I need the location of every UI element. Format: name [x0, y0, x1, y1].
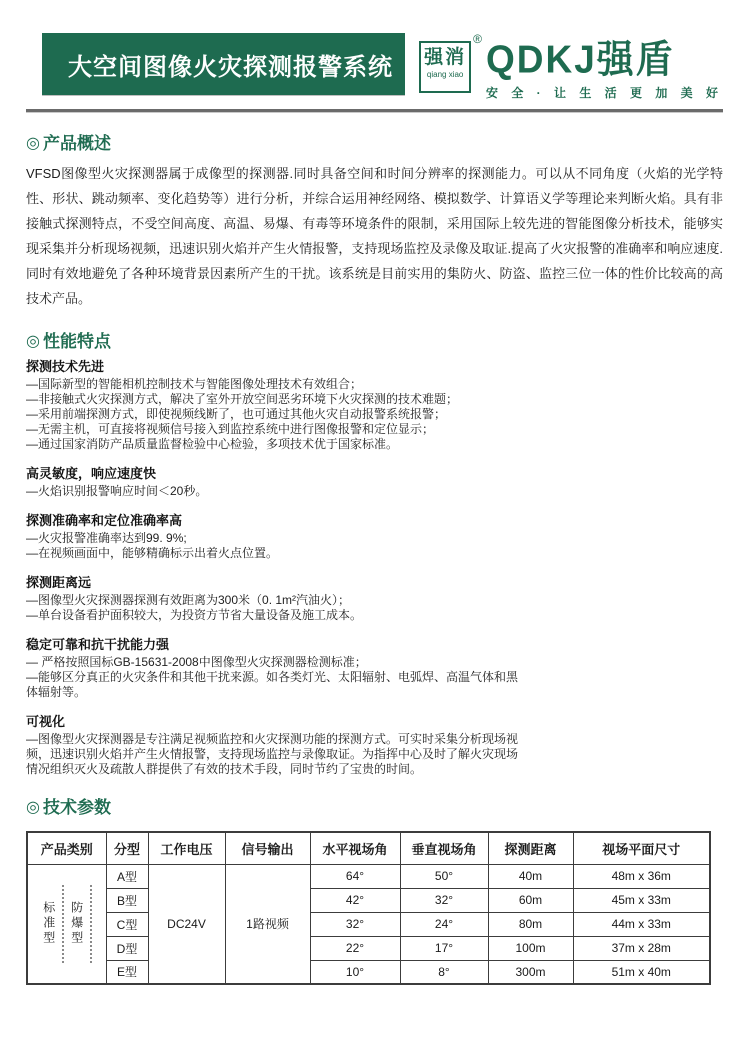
plane-size-cell: 48m x 36m [573, 864, 710, 888]
signal-cell: 1路视频 [225, 864, 310, 984]
plane-size-cell: 51m x 40m [573, 960, 710, 984]
col-header-category: 产品类别 [27, 832, 106, 864]
feature-item: —采用前端探测方式，即使视频线断了，也可通过其他火灾自动报警系统报警； [26, 407, 447, 421]
overview-heading-text: 产品概述 [42, 134, 111, 153]
table-row [27, 888, 710, 912]
col-header-model: 分型 [106, 832, 148, 864]
qdkj-logotype: QDKJ强盾 [485, 37, 675, 81]
overview-paragraph: VFSD图像型火灾探测器属于成像型的探测器.同时具备空间和时间分辨率的探测能力。可以从不同角度（火焰的光学特性、形状、跳动频率、变化趋势等）进行分析，并综合运用神经网络、模拟数学、计算语义学等理论来判断火焰。具有非接触式探测特点，不受空间高度、高温、易爆、有毒等环境条件的限制，采用国际上较先进的智能图像分析技术，能够实现采集并分析现场视频，迅速识别火焰并产生火情报警，支持现场监控及录像及取证.提高了火灾报警的准确率和响应速度.同时有效地避免了各种环境背景因素所产生的干扰。该系统是目前实用的集防火、防盗、监控三位一体的性价比较高的高技术产品。 [26, 166, 723, 306]
feature-item: —火焰识别报警响应时间＜20秒。 [26, 484, 208, 498]
feature-group-stability [26, 637, 526, 700]
v-angle-cell: 17° [400, 936, 488, 960]
h-angle-cell: 32° [310, 912, 400, 936]
feature-group-accuracy [26, 513, 526, 561]
features-section-heading [26, 331, 723, 353]
feature-item: —国际新型的智能相机控制技术与智能图像处理技术有效组合； [26, 377, 363, 391]
table-row [27, 960, 710, 984]
model-cell: A型 [106, 864, 148, 888]
feature-group-title: 探测距离远 [26, 575, 92, 590]
h-angle-cell: 42° [310, 888, 400, 912]
feature-item: —火灾报警准确率达到99. 9%; [26, 531, 187, 545]
distance-cell: 80m [488, 912, 573, 936]
model-cell: C型 [106, 912, 148, 936]
v-angle-cell: 32° [400, 888, 488, 912]
feature-item: —能够区分真正的火灾条件和其他干扰来源。如各类灯光、太阳辐射、电弧焊、高温气体和黑体辐射等。 [26, 670, 519, 699]
category-cell [27, 864, 106, 984]
features-heading-text: 性能特点 [42, 332, 111, 351]
table-row [27, 912, 710, 936]
specs-table-header-row [27, 832, 710, 864]
v-angle-cell: 8° [400, 960, 488, 984]
specs-section-heading [26, 797, 723, 819]
plane-size-cell: 37m x 28m [573, 936, 710, 960]
feature-item: —在视频画面中，能够精确标示出着火点位置。 [26, 546, 279, 560]
feature-group-title: 探测准确率和定位准确率高 [26, 513, 183, 528]
h-angle-cell: 64° [310, 864, 400, 888]
section-bullet-icon: ◎ [26, 333, 40, 350]
category-explosionproof-label: 防爆型 [69, 901, 84, 947]
qiangxiao-seal-logo [419, 41, 471, 93]
feature-item: —无需主机，可直接将视频信号接入到监控系统中进行图像报警和定位显示； [26, 422, 435, 436]
feature-item: —图像型火灾探测器是专注满足视频监控和火灾探测功能的探测方式。可实时采集分析现场视频，迅速识别火焰并产生火情报警，支持现场监控与录像取证。为指挥中心及时了解火灾现场情况组织灭火及疏散人群提供了有效的技术手段，同时节约了宝贵的时间。 [26, 732, 519, 776]
col-header-v-angle: 垂直视场角 [400, 832, 488, 864]
feature-item: —图像型火灾探测器探测有效距离为300米（0. 1m²汽油火）； [26, 593, 351, 607]
plane-size-cell: 45m x 33m [573, 888, 710, 912]
col-header-distance: 探测距离 [488, 832, 573, 864]
col-header-signal: 信号输出 [225, 832, 310, 864]
feature-group-title: 高灵敏度，响应速度快 [26, 466, 157, 481]
feature-item: — 严格按照国标GB-15631-2008中图像型火灾探测器检测标准； [26, 655, 367, 669]
feature-group-title: 探测技术先进 [26, 359, 105, 374]
page-header [42, 33, 723, 101]
feature-group-detection-tech [26, 359, 526, 452]
col-header-voltage: 工作电压 [148, 832, 225, 864]
dotted-divider [90, 885, 92, 963]
model-cell: B型 [106, 888, 148, 912]
section-bullet-icon: ◎ [26, 799, 40, 816]
page-title: 大空间图像火灾探测报警系统 [68, 53, 393, 81]
col-header-h-angle: 水平视场角 [310, 832, 400, 864]
registered-trademark-icon: ® [473, 32, 482, 46]
feature-group-range [26, 575, 526, 623]
product-datasheet-page [0, 33, 750, 985]
h-angle-cell: 10° [310, 960, 400, 984]
col-header-plane-size: 视场平面尺寸 [573, 832, 710, 864]
v-angle-cell: 50° [400, 864, 488, 888]
feature-group-sensitivity [26, 466, 526, 499]
feature-group-title: 稳定可靠和抗干扰能力强 [26, 637, 170, 652]
v-angle-cell: 24° [400, 912, 488, 936]
table-row [27, 936, 710, 960]
distance-cell: 300m [488, 960, 573, 984]
brand-tagline: 安 全 · 让 生 活 更 加 美 好 [485, 86, 723, 100]
voltage-cell: DC24V [148, 864, 225, 984]
category-standard-label: 标准型 [41, 901, 56, 947]
table-row [27, 864, 710, 888]
seal-text: 强消 [424, 47, 467, 68]
plane-size-cell: 44m x 33m [573, 912, 710, 936]
overview-section-heading [26, 133, 723, 155]
model-cell: E型 [106, 960, 148, 984]
distance-cell: 40m [488, 864, 573, 888]
seal-pinyin: qiang xiao [426, 70, 464, 79]
distance-cell: 100m [488, 936, 573, 960]
distance-cell: 60m [488, 888, 573, 912]
page-content [0, 133, 750, 985]
feature-item: —单台设备看护面积较大，为投资方节省大量设备及施工成本。 [26, 608, 363, 622]
dotted-divider [62, 885, 64, 963]
model-cell: D型 [106, 936, 148, 960]
section-bullet-icon: ◎ [26, 135, 40, 152]
header-divider [26, 109, 723, 113]
feature-group-title: 可视化 [26, 714, 66, 729]
specs-heading-text: 技术参数 [42, 798, 111, 817]
feature-group-visualization [26, 714, 526, 777]
specs-table [26, 831, 711, 985]
feature-item: —通过国家消防产品质量监督检验中心检验，多项技术优于国家标准。 [26, 437, 399, 451]
category-labels [30, 885, 104, 963]
h-angle-cell: 22° [310, 936, 400, 960]
feature-item: —非接触式火灾探测方式，解决了室外开放空间恶劣环境下火灾探测的技术难题； [26, 392, 459, 406]
title-banner [42, 33, 405, 95]
logo-column [486, 33, 723, 101]
brand-logo [419, 33, 723, 101]
